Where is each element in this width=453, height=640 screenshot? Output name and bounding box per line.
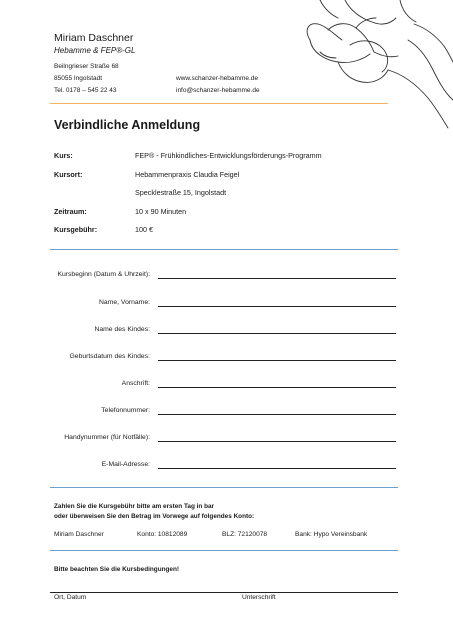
field-label-phone: Telefonnummer: — [101, 407, 150, 414]
field-line-phone[interactable] — [158, 414, 396, 415]
sender-street: Beilngrieser Straße 68 — [54, 63, 119, 70]
field-label-mobile: Handynummer (für Notfälle): — [64, 434, 150, 441]
account-holder: Miriam Daschner — [54, 531, 104, 538]
duration-value: 10 x 90 Minuten — [135, 207, 187, 216]
field-label-email: E-Mail-Adresse: — [101, 461, 150, 468]
location-label: Kursort: — [54, 170, 83, 179]
sender-role: Hebamme & FEP®-GL — [54, 46, 136, 55]
bank-name: Bank: Hypo Vereinsbank — [295, 531, 368, 538]
sender-city: 85055 Ingolstadt — [54, 75, 103, 82]
field-line-name[interactable] — [158, 306, 396, 307]
signature-line[interactable] — [50, 592, 398, 593]
fields-divider — [50, 487, 398, 488]
field-label-name: Name, Vorname: — [99, 299, 150, 306]
signature-label: Unterschrift — [242, 594, 276, 601]
duration-label: Zeitraum: — [54, 207, 87, 216]
bank-code: BLZ: 72120078 — [222, 531, 268, 538]
field-line-email[interactable] — [158, 468, 396, 469]
payment-note-line1: Zahlen Sie die Kursgebühr bitte am ersten Tag in bar — [54, 503, 215, 510]
fee-value: 100 € — [135, 225, 153, 234]
account-number: Konto: 10812089 — [137, 531, 188, 538]
header-divider — [50, 103, 388, 104]
place-date-label: Ort, Datum — [54, 594, 87, 601]
location-value-line1: Hebammenpraxis Claudia Feigel — [135, 170, 240, 179]
field-line-child-birthdate[interactable] — [158, 360, 396, 361]
fee-label: Kursgebühr: — [54, 225, 98, 234]
sender-phone: Tel. 0178 – 545 22 43 — [54, 87, 117, 94]
conditions-note: Bitte beachten Sie die Kursbedingungen! — [54, 566, 179, 573]
field-line-address[interactable] — [158, 387, 396, 388]
sender-name: Miriam Daschner — [54, 32, 134, 44]
payment-divider — [50, 550, 398, 551]
sender-email[interactable]: info@schanzer-hebamme.de — [176, 87, 260, 94]
field-line-course-start[interactable] — [158, 278, 396, 279]
field-label-course-start: Kursbeginn (Datum & Uhrzeit): — [57, 271, 150, 278]
field-label-child-birthdate: Geburtsdatum des Kindes: — [69, 353, 150, 360]
hand-foot-sketch — [290, 0, 453, 130]
field-line-mobile[interactable] — [158, 441, 396, 442]
course-label: Kurs: — [54, 151, 73, 160]
location-value-line2: Specklestraße 15, Ingolstadt — [135, 188, 227, 197]
field-line-child-name[interactable] — [158, 333, 396, 334]
field-label-address: Anschrift: — [121, 380, 150, 387]
field-label-child-name: Name des Kindes: — [94, 326, 150, 333]
course-value: FEP® - Frühkindliches-Entwicklungsförderungs-Programm — [135, 151, 322, 160]
payment-note-line2: oder überweisen Sie den Betrag im Vorwege auf folgendes Konto: — [54, 513, 255, 520]
sender-website[interactable]: www.schanzer-hebamme.de — [176, 75, 259, 82]
page-title: Verbindliche Anmeldung — [54, 118, 201, 132]
course-divider — [50, 249, 398, 250]
